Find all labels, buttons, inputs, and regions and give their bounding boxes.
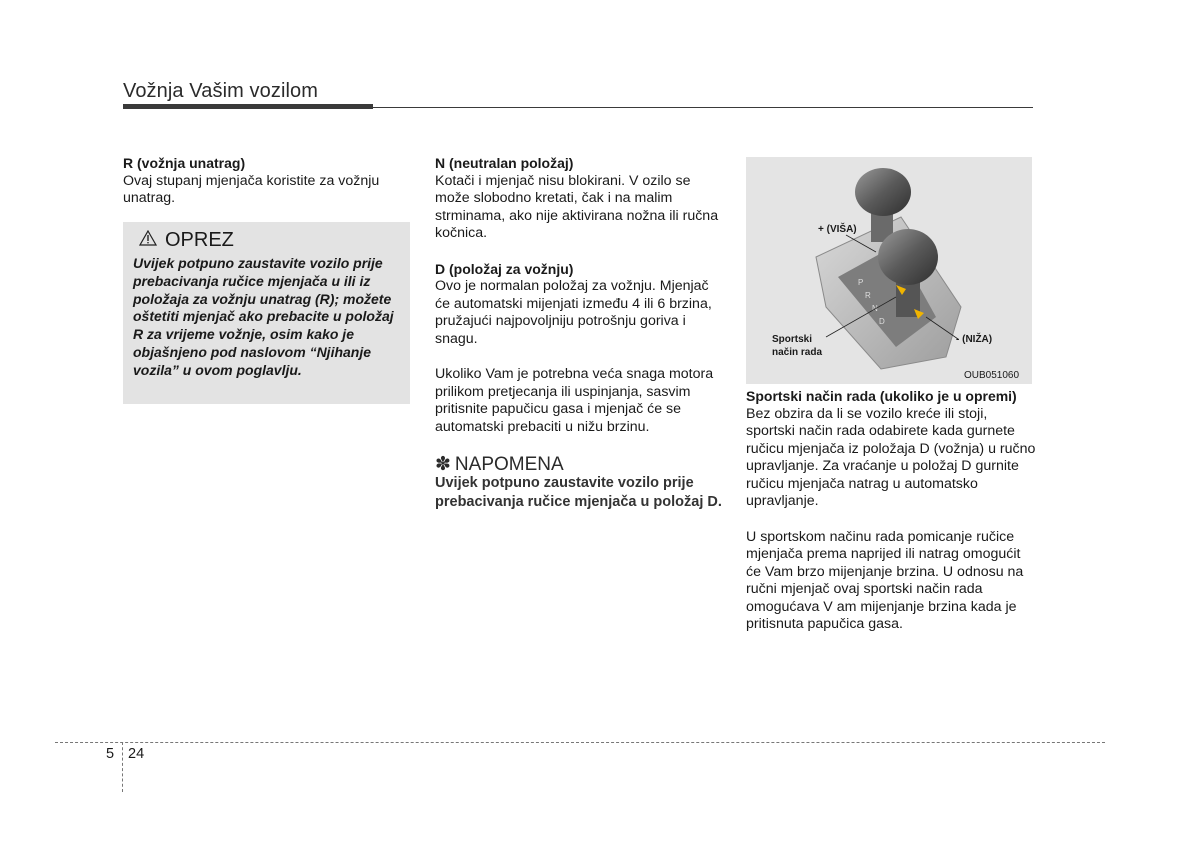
svg-text:N: N	[872, 304, 878, 313]
warning-triangle-icon	[139, 230, 157, 252]
figure-code: OUB051060	[964, 370, 1020, 381]
reverse-heading: R (vožnja unatrag)	[123, 155, 246, 171]
svg-text:D: D	[879, 317, 885, 326]
neutral-text: Kotači i mjenjač nisu blokirani. V ozilo se može slobodno kretati, čak i na malim strminama, ako nije aktivirana nožna ili ručna kočnica.	[435, 172, 719, 241]
footer-divider-vertical	[122, 742, 123, 792]
page-number: 24	[128, 746, 145, 762]
note-header	[435, 456, 725, 474]
svg-text:P: P	[858, 278, 864, 287]
reverse-text: Ovaj stupanj mjenjača koristite za vožnju unatrag.	[123, 172, 380, 206]
note-body: Uvijek potpuno zaustavite vozilo prije prebacivanja ručice mjenjača u položaj D.	[435, 474, 722, 510]
label-downshift: - (NIŽA)	[956, 334, 993, 345]
chapter-number: 5	[106, 746, 115, 762]
neutral-heading: N (neutralan položaj)	[435, 155, 574, 171]
section-title: Vožnja Vašim vozilom	[123, 80, 319, 102]
svg-text:R: R	[865, 291, 871, 300]
sport-text-1: Bez obzira da li se vozilo kreće ili stoji, sportski način rada odabirete kada gurnete ručicu mjenjača iz položaja D (vožnja) u ručno upravljanje. Za vraćanje u položaj D gurnite ručicu mjenjača natrag u automatsko upravljanje.	[746, 405, 1036, 509]
drive-heading: D (položaj za vožnju)	[435, 260, 574, 277]
label-sport-mode-line1: Sportski	[772, 334, 813, 345]
caution-box	[123, 222, 410, 404]
label-upshift: + (VIŠA)	[818, 224, 857, 235]
column-left	[123, 155, 413, 404]
footer-divider	[55, 742, 1105, 743]
caution-title: OPREZ	[165, 228, 234, 251]
gear-shifter-figure	[746, 157, 1032, 384]
sport-heading: Sportski način rada (ukoliko je u opremi)	[746, 388, 1017, 404]
sport-text-2: U sportskom načinu rada pomicanje ručice mjenjača prema naprijed ili natrag omogućit će Vam brzo mijenjanje brzina. U odnosu na ručni mjenjač ovaj sportski način rada omogućava V am mijenjanje brzina kada je pritisnuta papučica gasa.	[746, 528, 1024, 632]
drive-text-2: Ukoliko Vam je potrebna veća snaga motora prilikom pretjecanja ili uspinjanja, sasvim pritisnite papučicu gasa i mjenjač će se automatski prebaciti u nižu brzinu.	[435, 366, 714, 435]
title-rule-accent	[123, 104, 373, 109]
column-right	[746, 388, 1036, 634]
label-sport-mode-line2: način rada	[772, 347, 823, 358]
note-title: NAPOMENA	[454, 454, 564, 475]
column-middle	[435, 155, 725, 512]
caution-body: Uvijek potpuno zaustavite vozilo prije prebacivanja ručice mjenjača u ili iz položaja za vožnju unatrag (R); možete oštetiti mjenjač ako prebacite u položaj R za vrijeme vožnje, osim kako je objašnjeno pod naslovom “Njihanje vozila” u ovom poglavlju.	[133, 255, 394, 378]
asterisk-icon: ✽	[435, 454, 451, 475]
drive-text-1: Ovo je normalan položaj za vožnju. Mjenjač će automatski mijenjati između 4 ili 6 brzina, pružajući najpovoljniju potrošnju goriva i snagu.	[435, 278, 712, 347]
